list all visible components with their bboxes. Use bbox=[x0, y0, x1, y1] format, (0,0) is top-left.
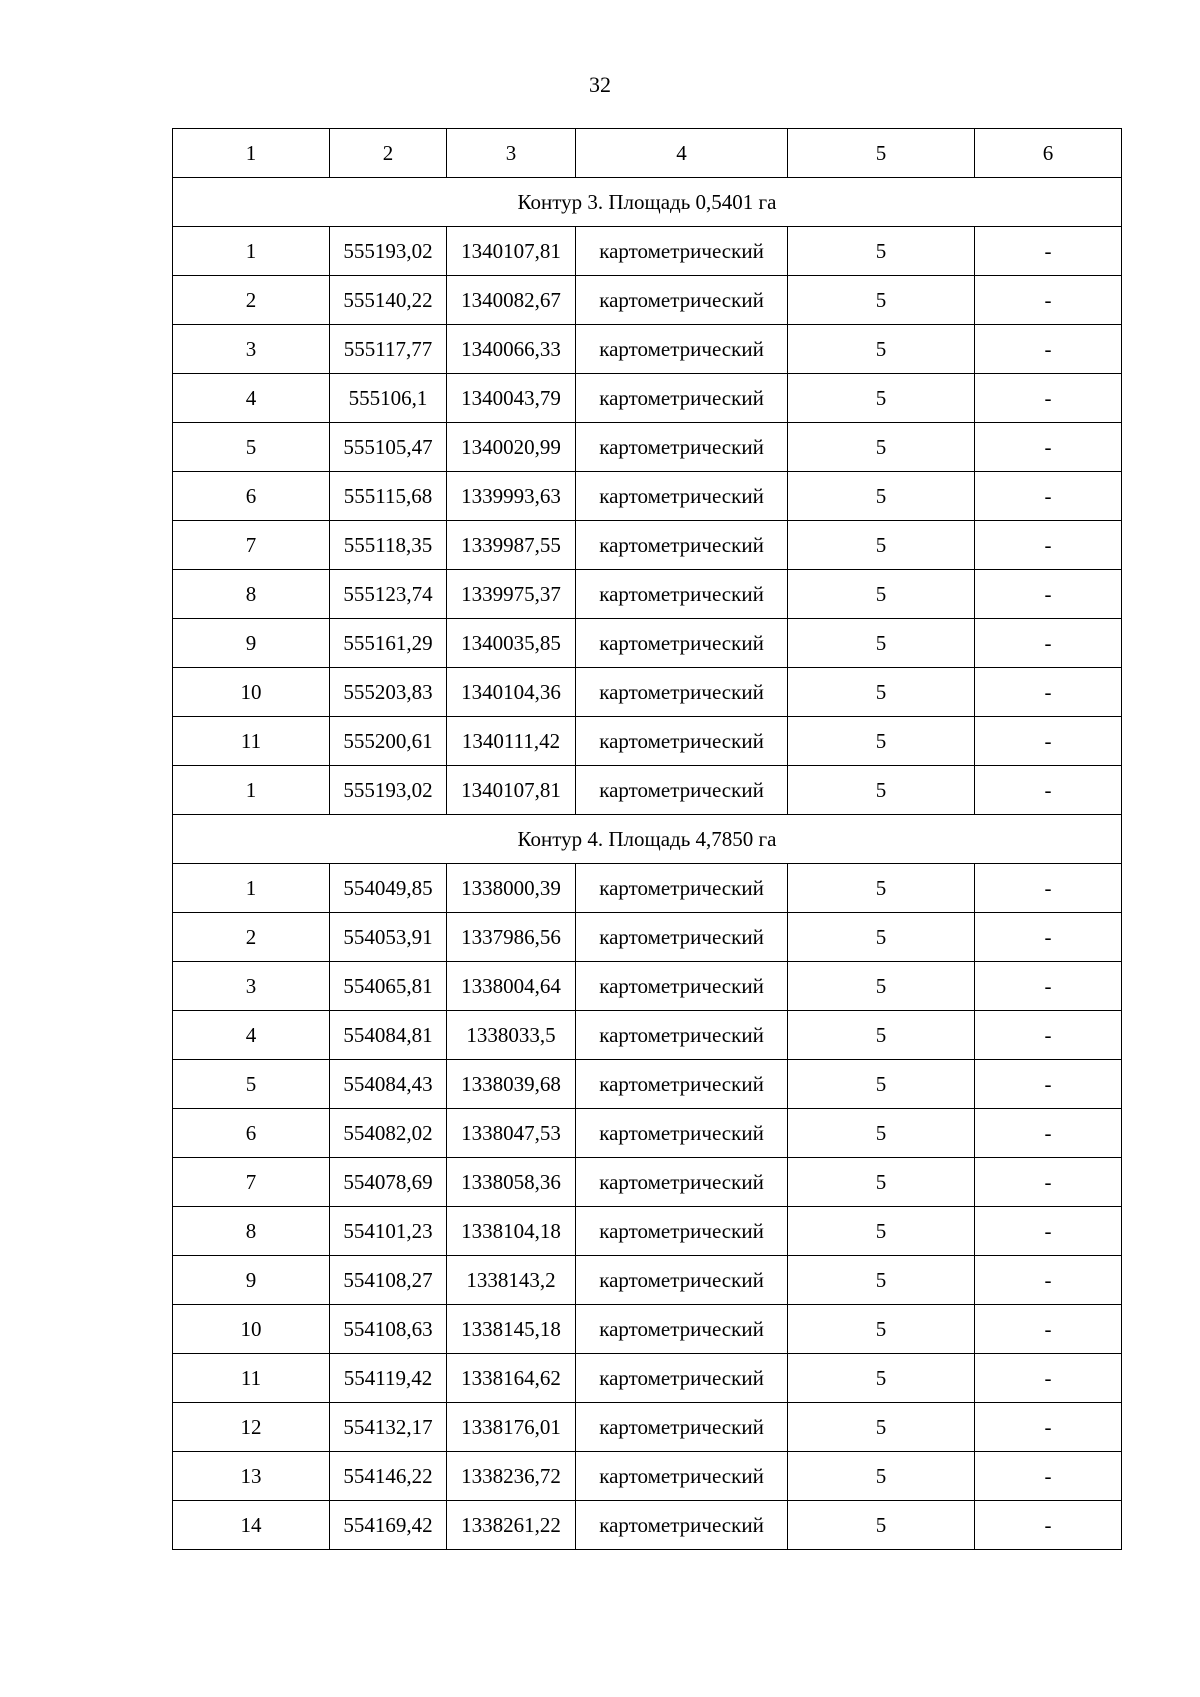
accuracy-cell: 5 bbox=[788, 276, 975, 325]
note-cell: - bbox=[975, 1011, 1122, 1060]
y-coordinate-cell: 1338004,64 bbox=[447, 962, 576, 1011]
method-cell: картометрический bbox=[576, 962, 788, 1011]
point-number-cell: 4 bbox=[173, 374, 330, 423]
header-cell: 3 bbox=[447, 129, 576, 178]
y-coordinate-cell: 1340111,42 bbox=[447, 717, 576, 766]
point-number-cell: 2 bbox=[173, 913, 330, 962]
accuracy-cell: 5 bbox=[788, 472, 975, 521]
table-row bbox=[173, 423, 1122, 472]
x-coordinate-cell: 554101,23 bbox=[330, 1207, 447, 1256]
note-cell: - bbox=[975, 1403, 1122, 1452]
accuracy-cell: 5 bbox=[788, 1207, 975, 1256]
note-cell: - bbox=[975, 1060, 1122, 1109]
x-coordinate-cell: 554108,27 bbox=[330, 1256, 447, 1305]
point-number-cell: 9 bbox=[173, 1256, 330, 1305]
section-title: Контур 4. Площадь 4,7850 га bbox=[173, 815, 1122, 864]
method-cell: картометрический bbox=[576, 521, 788, 570]
table-row bbox=[173, 521, 1122, 570]
method-cell: картометрический bbox=[576, 1158, 788, 1207]
table-row bbox=[173, 668, 1122, 717]
table-row bbox=[173, 227, 1122, 276]
point-number-cell: 6 bbox=[173, 1109, 330, 1158]
point-number-cell: 1 bbox=[173, 227, 330, 276]
note-cell: - bbox=[975, 521, 1122, 570]
accuracy-cell: 5 bbox=[788, 864, 975, 913]
method-cell: картометрический bbox=[576, 325, 788, 374]
method-cell: картометрический bbox=[576, 227, 788, 276]
method-cell: картометрический bbox=[576, 1305, 788, 1354]
table-row bbox=[173, 1207, 1122, 1256]
x-coordinate-cell: 554053,91 bbox=[330, 913, 447, 962]
y-coordinate-cell: 1340104,36 bbox=[447, 668, 576, 717]
x-coordinate-cell: 555193,02 bbox=[330, 766, 447, 815]
note-cell: - bbox=[975, 668, 1122, 717]
accuracy-cell: 5 bbox=[788, 1011, 975, 1060]
note-cell: - bbox=[975, 766, 1122, 815]
accuracy-cell: 5 bbox=[788, 1403, 975, 1452]
accuracy-cell: 5 bbox=[788, 619, 975, 668]
point-number-cell: 1 bbox=[173, 766, 330, 815]
accuracy-cell: 5 bbox=[788, 1354, 975, 1403]
y-coordinate-cell: 1338058,36 bbox=[447, 1158, 576, 1207]
y-coordinate-cell: 1339975,37 bbox=[447, 570, 576, 619]
x-coordinate-cell: 555161,29 bbox=[330, 619, 447, 668]
y-coordinate-cell: 1338164,62 bbox=[447, 1354, 576, 1403]
point-number-cell: 10 bbox=[173, 668, 330, 717]
note-cell: - bbox=[975, 1354, 1122, 1403]
table-row bbox=[173, 717, 1122, 766]
accuracy-cell: 5 bbox=[788, 1452, 975, 1501]
point-number-cell: 3 bbox=[173, 962, 330, 1011]
note-cell: - bbox=[975, 1109, 1122, 1158]
page-number: 32 bbox=[589, 72, 611, 97]
accuracy-cell: 5 bbox=[788, 1256, 975, 1305]
y-coordinate-cell: 1340066,33 bbox=[447, 325, 576, 374]
x-coordinate-cell: 554084,81 bbox=[330, 1011, 447, 1060]
x-coordinate-cell: 555193,02 bbox=[330, 227, 447, 276]
accuracy-cell: 5 bbox=[788, 1109, 975, 1158]
section-title-row bbox=[173, 815, 1122, 864]
point-number-cell: 11 bbox=[173, 1354, 330, 1403]
y-coordinate-cell: 1339987,55 bbox=[447, 521, 576, 570]
point-number-cell: 13 bbox=[173, 1452, 330, 1501]
table-row bbox=[173, 472, 1122, 521]
note-cell: - bbox=[975, 472, 1122, 521]
point-number-cell: 4 bbox=[173, 1011, 330, 1060]
accuracy-cell: 5 bbox=[788, 1060, 975, 1109]
point-number-cell: 8 bbox=[173, 570, 330, 619]
table-row bbox=[173, 1501, 1122, 1550]
point-number-cell: 5 bbox=[173, 423, 330, 472]
accuracy-cell: 5 bbox=[788, 1501, 975, 1550]
method-cell: картометрический bbox=[576, 1011, 788, 1060]
accuracy-cell: 5 bbox=[788, 423, 975, 472]
accuracy-cell: 5 bbox=[788, 227, 975, 276]
method-cell: картометрический bbox=[576, 1501, 788, 1550]
table-row bbox=[173, 1158, 1122, 1207]
y-coordinate-cell: 1340020,99 bbox=[447, 423, 576, 472]
header-cell: 6 bbox=[975, 129, 1122, 178]
table-row bbox=[173, 1011, 1122, 1060]
method-cell: картометрический bbox=[576, 1109, 788, 1158]
header-cell: 2 bbox=[330, 129, 447, 178]
table-row bbox=[173, 1403, 1122, 1452]
point-number-cell: 9 bbox=[173, 619, 330, 668]
accuracy-cell: 5 bbox=[788, 1305, 975, 1354]
method-cell: картометрический bbox=[576, 913, 788, 962]
y-coordinate-cell: 1338236,72 bbox=[447, 1452, 576, 1501]
note-cell: - bbox=[975, 619, 1122, 668]
x-coordinate-cell: 554084,43 bbox=[330, 1060, 447, 1109]
y-coordinate-cell: 1338176,01 bbox=[447, 1403, 576, 1452]
note-cell: - bbox=[975, 962, 1122, 1011]
method-cell: картометрический bbox=[576, 766, 788, 815]
method-cell: картометрический bbox=[576, 1403, 788, 1452]
method-cell: картометрический bbox=[576, 1207, 788, 1256]
accuracy-cell: 5 bbox=[788, 374, 975, 423]
header-cell: 4 bbox=[576, 129, 788, 178]
y-coordinate-cell: 1338047,53 bbox=[447, 1109, 576, 1158]
table-row bbox=[173, 374, 1122, 423]
method-cell: картометрический bbox=[576, 1256, 788, 1305]
note-cell: - bbox=[975, 570, 1122, 619]
method-cell: картометрический bbox=[576, 619, 788, 668]
method-cell: картометрический bbox=[576, 570, 788, 619]
point-number-cell: 5 bbox=[173, 1060, 330, 1109]
accuracy-cell: 5 bbox=[788, 325, 975, 374]
note-cell: - bbox=[975, 864, 1122, 913]
table-row bbox=[173, 325, 1122, 374]
header-row bbox=[173, 129, 1122, 178]
table-row bbox=[173, 913, 1122, 962]
note-cell: - bbox=[975, 374, 1122, 423]
x-coordinate-cell: 554108,63 bbox=[330, 1305, 447, 1354]
method-cell: картометрический bbox=[576, 864, 788, 913]
note-cell: - bbox=[975, 913, 1122, 962]
table-row bbox=[173, 766, 1122, 815]
method-cell: картометрический bbox=[576, 423, 788, 472]
table-row bbox=[173, 276, 1122, 325]
section-title-row bbox=[173, 178, 1122, 227]
table-row bbox=[173, 1354, 1122, 1403]
point-number-cell: 6 bbox=[173, 472, 330, 521]
y-coordinate-cell: 1338000,39 bbox=[447, 864, 576, 913]
y-coordinate-cell: 1340035,85 bbox=[447, 619, 576, 668]
accuracy-cell: 5 bbox=[788, 1158, 975, 1207]
accuracy-cell: 5 bbox=[788, 521, 975, 570]
y-coordinate-cell: 1339993,63 bbox=[447, 472, 576, 521]
accuracy-cell: 5 bbox=[788, 570, 975, 619]
y-coordinate-cell: 1338143,2 bbox=[447, 1256, 576, 1305]
point-number-cell: 12 bbox=[173, 1403, 330, 1452]
x-coordinate-cell: 554146,22 bbox=[330, 1452, 447, 1501]
point-number-cell: 1 bbox=[173, 864, 330, 913]
point-number-cell: 10 bbox=[173, 1305, 330, 1354]
x-coordinate-cell: 555123,74 bbox=[330, 570, 447, 619]
note-cell: - bbox=[975, 276, 1122, 325]
point-number-cell: 7 bbox=[173, 1158, 330, 1207]
note-cell: - bbox=[975, 1501, 1122, 1550]
point-number-cell: 14 bbox=[173, 1501, 330, 1550]
header-cell: 5 bbox=[788, 129, 975, 178]
x-coordinate-cell: 554078,69 bbox=[330, 1158, 447, 1207]
table-row bbox=[173, 619, 1122, 668]
point-number-cell: 11 bbox=[173, 717, 330, 766]
note-cell: - bbox=[975, 1452, 1122, 1501]
table-row bbox=[173, 962, 1122, 1011]
x-coordinate-cell: 555140,22 bbox=[330, 276, 447, 325]
x-coordinate-cell: 554169,42 bbox=[330, 1501, 447, 1550]
note-cell: - bbox=[975, 1305, 1122, 1354]
accuracy-cell: 5 bbox=[788, 766, 975, 815]
coordinates-table bbox=[172, 128, 1122, 1550]
method-cell: картометрический bbox=[576, 1452, 788, 1501]
y-coordinate-cell: 1340082,67 bbox=[447, 276, 576, 325]
note-cell: - bbox=[975, 325, 1122, 374]
point-number-cell: 8 bbox=[173, 1207, 330, 1256]
table-row bbox=[173, 1060, 1122, 1109]
x-coordinate-cell: 555106,1 bbox=[330, 374, 447, 423]
note-cell: - bbox=[975, 1158, 1122, 1207]
table-row bbox=[173, 570, 1122, 619]
y-coordinate-cell: 1338039,68 bbox=[447, 1060, 576, 1109]
method-cell: картометрический bbox=[576, 1354, 788, 1403]
method-cell: картометрический bbox=[576, 717, 788, 766]
x-coordinate-cell: 555117,77 bbox=[330, 325, 447, 374]
x-coordinate-cell: 554065,81 bbox=[330, 962, 447, 1011]
y-coordinate-cell: 1338261,22 bbox=[447, 1501, 576, 1550]
y-coordinate-cell: 1338033,5 bbox=[447, 1011, 576, 1060]
method-cell: картометрический bbox=[576, 374, 788, 423]
method-cell: картометрический bbox=[576, 1060, 788, 1109]
x-coordinate-cell: 555203,83 bbox=[330, 668, 447, 717]
point-number-cell: 3 bbox=[173, 325, 330, 374]
table-row bbox=[173, 864, 1122, 913]
method-cell: картометрический bbox=[576, 472, 788, 521]
accuracy-cell: 5 bbox=[788, 668, 975, 717]
method-cell: картометрический bbox=[576, 276, 788, 325]
x-coordinate-cell: 555105,47 bbox=[330, 423, 447, 472]
y-coordinate-cell: 1337986,56 bbox=[447, 913, 576, 962]
method-cell: картометрический bbox=[576, 668, 788, 717]
x-coordinate-cell: 555118,35 bbox=[330, 521, 447, 570]
point-number-cell: 7 bbox=[173, 521, 330, 570]
x-coordinate-cell: 554119,42 bbox=[330, 1354, 447, 1403]
table-body bbox=[173, 129, 1122, 1550]
y-coordinate-cell: 1338104,18 bbox=[447, 1207, 576, 1256]
y-coordinate-cell: 1340107,81 bbox=[447, 766, 576, 815]
y-coordinate-cell: 1340107,81 bbox=[447, 227, 576, 276]
accuracy-cell: 5 bbox=[788, 962, 975, 1011]
x-coordinate-cell: 554082,02 bbox=[330, 1109, 447, 1158]
x-coordinate-cell: 555115,68 bbox=[330, 472, 447, 521]
table-row bbox=[173, 1452, 1122, 1501]
x-coordinate-cell: 554132,17 bbox=[330, 1403, 447, 1452]
accuracy-cell: 5 bbox=[788, 913, 975, 962]
y-coordinate-cell: 1338145,18 bbox=[447, 1305, 576, 1354]
table-row bbox=[173, 1256, 1122, 1305]
note-cell: - bbox=[975, 1207, 1122, 1256]
x-coordinate-cell: 554049,85 bbox=[330, 864, 447, 913]
accuracy-cell: 5 bbox=[788, 717, 975, 766]
x-coordinate-cell: 555200,61 bbox=[330, 717, 447, 766]
note-cell: - bbox=[975, 423, 1122, 472]
note-cell: - bbox=[975, 1256, 1122, 1305]
table-row bbox=[173, 1109, 1122, 1158]
table-row bbox=[173, 1305, 1122, 1354]
note-cell: - bbox=[975, 227, 1122, 276]
header-cell: 1 bbox=[173, 129, 330, 178]
point-number-cell: 2 bbox=[173, 276, 330, 325]
note-cell: - bbox=[975, 717, 1122, 766]
y-coordinate-cell: 1340043,79 bbox=[447, 374, 576, 423]
section-title: Контур 3. Площадь 0,5401 га bbox=[173, 178, 1122, 227]
